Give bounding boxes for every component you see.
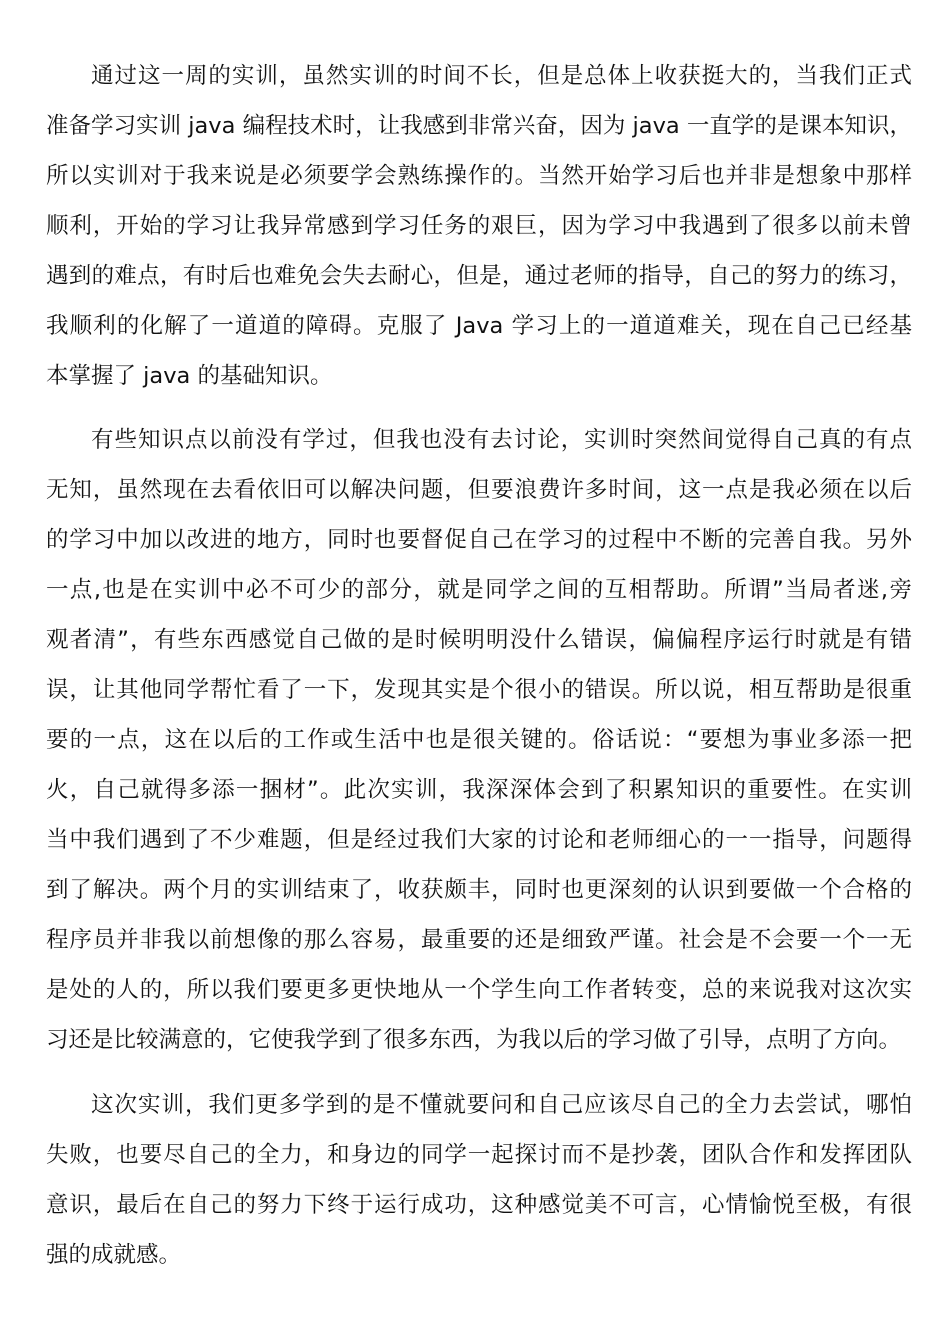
paragraph-line: 所以实训对于我来说是必须要学会熟练操作的。当然开始学习后也并非是想象中那样 [46, 163, 912, 189]
paragraph-1 [46, 51, 912, 401]
paragraph-line: 习还是比较满意的，它使我学到了很多东西，为我以后的学习做了引导，点明了方向。 [46, 1027, 902, 1053]
paragraph-line: 这次实训，我们更多学到的是不懂就要问和自己应该尽自己的全力去尝试，哪怕 [91, 1092, 912, 1118]
paragraph-line: 的学习中加以改进的地方，同时也要督促自己在学习的过程中不断的完善自我。另外 [46, 527, 912, 553]
paragraph-3 [46, 1080, 912, 1280]
paragraph-line: 通过这一周的实训，虽然实训的时间不长，但是总体上收获挺大的，当我们正式 [91, 63, 912, 89]
paragraph-line: 我顺利的化解了一道道的障碍。克服了 Java 学习上的一道道难关，现在自己已经基 [46, 313, 912, 339]
paragraph-line: 误，让其他同学帮忙看了一下，发现其实是个很小的错误。所以说，相互帮助是很重 [46, 677, 912, 703]
paragraph-line: 准备学习实训 java 编程技术时，让我感到非常兴奋，因为 java 一直学的是课本知识， [46, 113, 912, 139]
paragraph-line: 有些知识点以前没有学过，但我也没有去讨论，实训时突然间觉得自己真的有点 [91, 427, 912, 453]
paragraph-line: 顺利，开始的学习让我异常感到学习任务的艰巨，因为学习中我遇到了很多以前未曾 [46, 213, 912, 239]
paragraph-line: 到了解决。两个月的实训结束了，收获颇丰，同时也更深刻的认识到要做一个合格的 [46, 877, 912, 903]
paragraph-line: 意识，最后在自己的努力下终于运行成功，这种感觉美不可言，心情愉悦至极，有很 [46, 1192, 912, 1218]
paragraph-line: 无知，虽然现在去看依旧可以解决问题，但要浪费许多时间，这一点是我必须在以后 [46, 477, 912, 503]
paragraph-line: 一点,也是在实训中必不可少的部分，就是同学之间的互相帮助。所谓”当局者迷,旁 [46, 577, 912, 603]
paragraph-line: 观者清”，有些东西感觉自己做的是时候明明没什么错误，偏偏程序运行时就是有错 [46, 627, 912, 653]
paragraph-line: 失败，也要尽自己的全力，和身边的同学一起探讨而不是抄袭，团队合作和发挥团队 [46, 1142, 912, 1168]
paragraph-2 [46, 415, 912, 1065]
paragraph-line: 遇到的难点，有时后也难免会失去耐心，但是，通过老师的指导，自己的努力的练习， [46, 263, 912, 289]
paragraph-line: 火，自己就得多添一捆材”。此次实训，我深深体会到了积累知识的重要性。在实训 [46, 777, 912, 803]
document-page [46, 0, 912, 1344]
paragraph-line: 当中我们遇到了不少难题，但是经过我们大家的讨论和老师细心的一一指导，问题得 [46, 827, 912, 853]
paragraph-line: 要的一点，这在以后的工作或生活中也是很关键的。俗话说：“要想为事业多添一把 [46, 727, 912, 753]
paragraph-line: 本掌握了 java 的基础知识。 [46, 363, 333, 389]
paragraph-line: 是处的人的，所以我们要更多更快地从一个学生向工作者转变，总的来说我对这次实 [46, 977, 912, 1003]
paragraph-line: 强的成就感。 [46, 1242, 182, 1268]
paragraph-line: 程序员并非我以前想像的那么容易，最重要的还是细致严谨。社会是不会要一个一无 [46, 927, 912, 953]
